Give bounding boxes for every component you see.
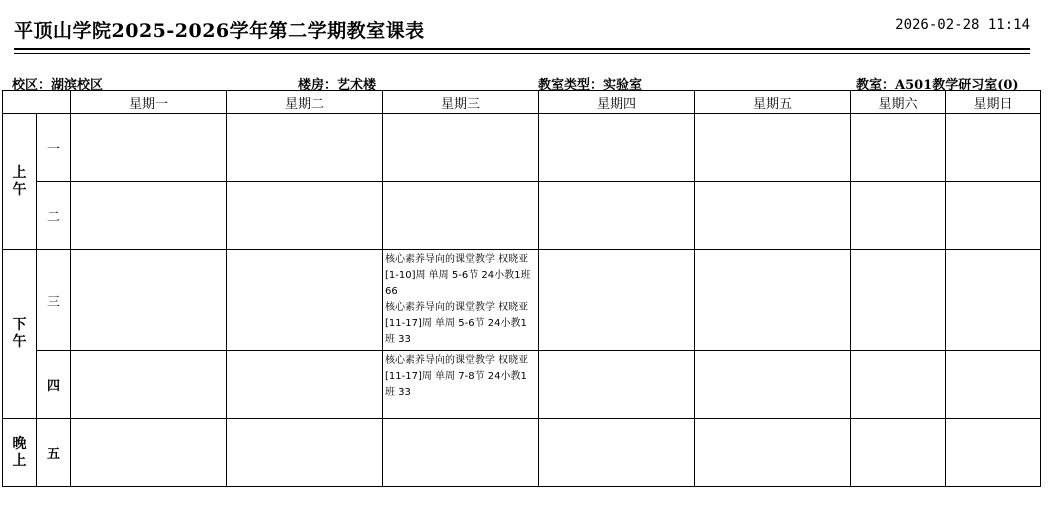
period-label-2: 二 [37, 182, 71, 250]
slot-cell [946, 250, 1041, 351]
day-header-sat: 星期六 [851, 91, 946, 114]
period-label-5: 五 [37, 419, 71, 487]
slot-cell [695, 351, 851, 419]
course-entry[interactable]: 核心素养导向的课堂教学 权晓亚 [11-17]周 单周 7-8节 24小教1班 33 [385, 355, 529, 398]
timetable [2, 90, 1041, 487]
day-header-fri: 星期五 [695, 91, 851, 114]
slot-cell [695, 114, 851, 182]
slot-cell [851, 250, 946, 351]
campus-label: 校区：湖滨校区 [12, 78, 104, 93]
group-evening: 晚 上 [3, 419, 37, 487]
group-afternoon: 下 午 [3, 250, 37, 419]
group-morning: 上 午 [3, 114, 37, 250]
slot-cell [851, 351, 946, 419]
slot-cell [946, 114, 1041, 182]
period-label-1: 一 [37, 114, 71, 182]
print-datetime: 2026-02-28 11:14 [895, 17, 1030, 33]
slot-cell [71, 250, 227, 351]
slot-cell [71, 114, 227, 182]
period-row-2 [3, 182, 1041, 250]
corner-cell [3, 91, 71, 114]
slot-cell [71, 351, 227, 419]
slot-cell [383, 182, 539, 250]
slot-cell [71, 182, 227, 250]
slot-cell [946, 419, 1041, 487]
slot-cell [383, 114, 539, 182]
slot-cell [71, 419, 227, 487]
day-header-tue: 星期二 [227, 91, 383, 114]
slot-cell [227, 419, 383, 487]
slot-cell [851, 182, 946, 250]
slot-cell [946, 351, 1041, 419]
slot-cell [695, 250, 851, 351]
period-row-1 [3, 114, 1041, 182]
slot-cell [851, 419, 946, 487]
period-row-4 [3, 351, 1041, 419]
period-row-3 [3, 250, 1041, 351]
slot-cell [695, 419, 851, 487]
period-row-5 [3, 419, 1041, 487]
slot-cell [227, 114, 383, 182]
day-header-thu: 星期四 [539, 91, 695, 114]
slot-cell [946, 182, 1041, 250]
slot-cell-wed-4[interactable] [383, 351, 539, 419]
page-title: 平顶山学院2025-2026学年第二学期教室课表 [14, 20, 425, 42]
slot-cell [383, 419, 539, 487]
slot-cell-wed-3[interactable] [383, 250, 539, 351]
slot-cell [539, 351, 695, 419]
slot-cell [539, 250, 695, 351]
course-entry[interactable]: 核心素养导向的课堂教学 权晓亚 [11-17]周 单周 5-6节 24小教1班 33 [385, 302, 529, 345]
slot-cell [851, 114, 946, 182]
period-label-3: 三 [37, 250, 71, 351]
header-divider [14, 48, 1030, 50]
slot-cell [227, 182, 383, 250]
slot-cell [539, 114, 695, 182]
slot-cell [539, 182, 695, 250]
room-type-label: 教室类型：实验室 [538, 78, 643, 93]
day-header-sun: 星期日 [946, 91, 1041, 114]
period-label-4: 四 [37, 351, 71, 419]
building-label: 楼房：艺术楼 [298, 78, 377, 93]
room-label: 教室：A501教学研习室(0) [856, 78, 1019, 93]
course-entry[interactable]: 核心素养导向的课堂教学 权晓亚 [1-10]周 单周 5-6节 24小教1班 66 [385, 254, 531, 297]
slot-cell [539, 419, 695, 487]
day-header-wed: 星期三 [383, 91, 539, 114]
header-divider-thin [14, 53, 1030, 54]
day-header-row [3, 91, 1041, 114]
slot-cell [227, 351, 383, 419]
day-header-mon: 星期一 [71, 91, 227, 114]
slot-cell [227, 250, 383, 351]
slot-cell [695, 182, 851, 250]
